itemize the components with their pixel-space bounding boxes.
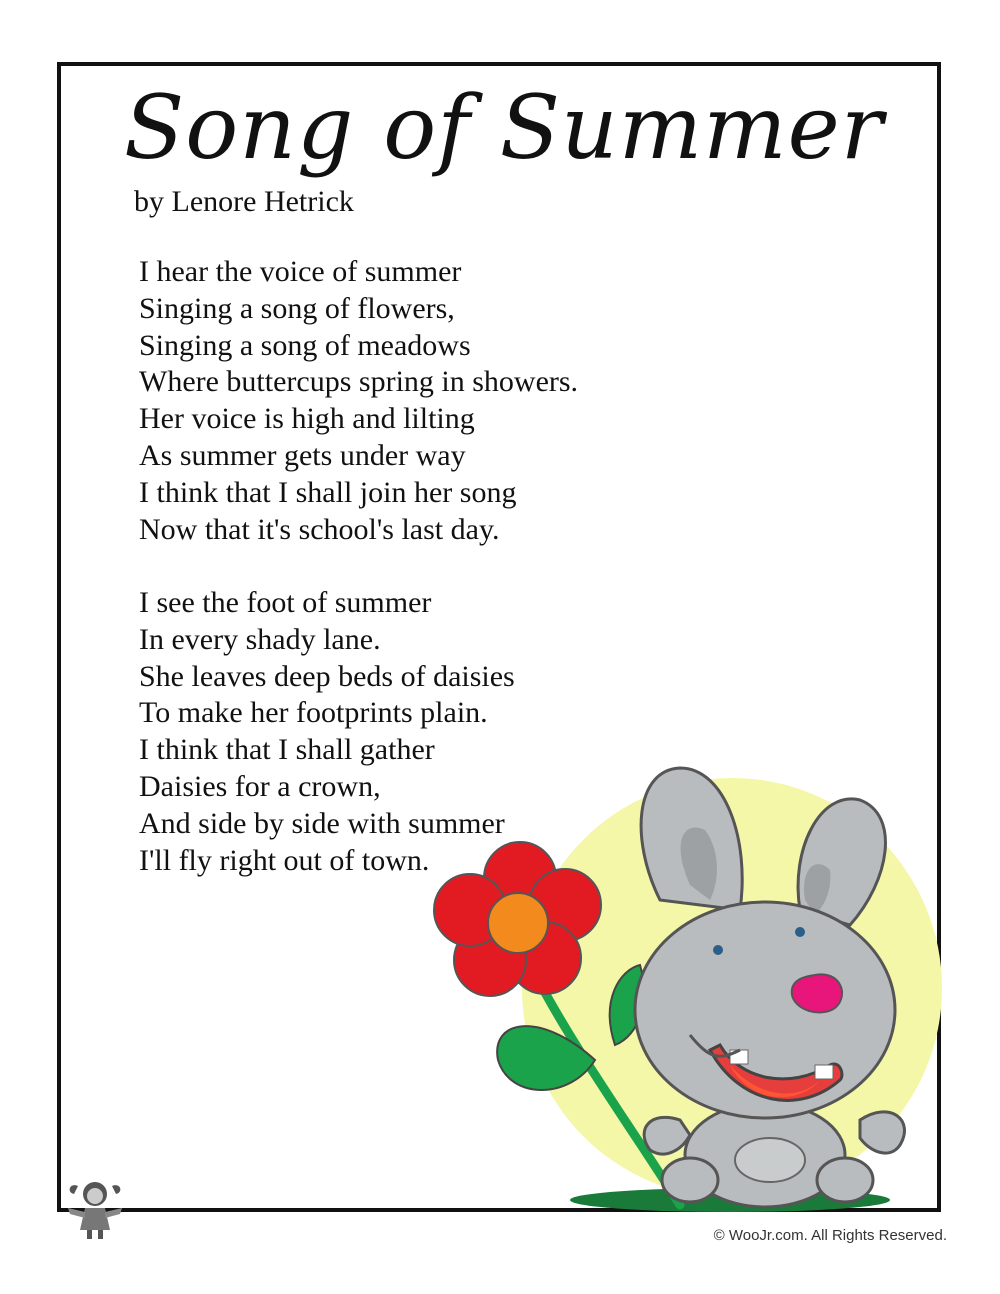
poem-line: I'll fly right out of town. [139,843,430,877]
poem-line: She leaves deep beds of daisies [139,659,515,693]
poem-line: Daisies for a crown, [139,769,381,803]
poem-line: Where buttercups spring in showers. [139,365,579,399]
poem-line: Singing a song of flowers, [139,291,455,325]
bunny-with-flower-icon [420,760,960,1220]
poem-line: To make her footprints plain. [139,696,488,730]
poem-author: by Lenore Hetrick [134,185,354,218]
poem-line: Singing a song of meadows [139,328,471,362]
girl-mascot-icon [60,1172,130,1242]
poem-line: I think that I shall gather [139,733,435,767]
copyright-notice: © WooJr.com. All Rights Reserved. [713,1227,947,1244]
stanza-1 [139,254,578,548]
poem-line: And side by side with summer [139,806,505,840]
poem-line: I see the foot of summer [139,586,432,619]
poem-line: Now that it's school's last day. [139,512,500,546]
poem-line: Her voice is high and lilting [139,402,475,436]
poem-line: I hear the voice of summer [139,255,462,288]
poem-title: Song of Summer [124,76,884,179]
poem-line: In every shady lane. [139,622,381,656]
poem-line: As summer gets under way [139,438,466,472]
poem-line: I think that I shall join her song [139,475,517,509]
